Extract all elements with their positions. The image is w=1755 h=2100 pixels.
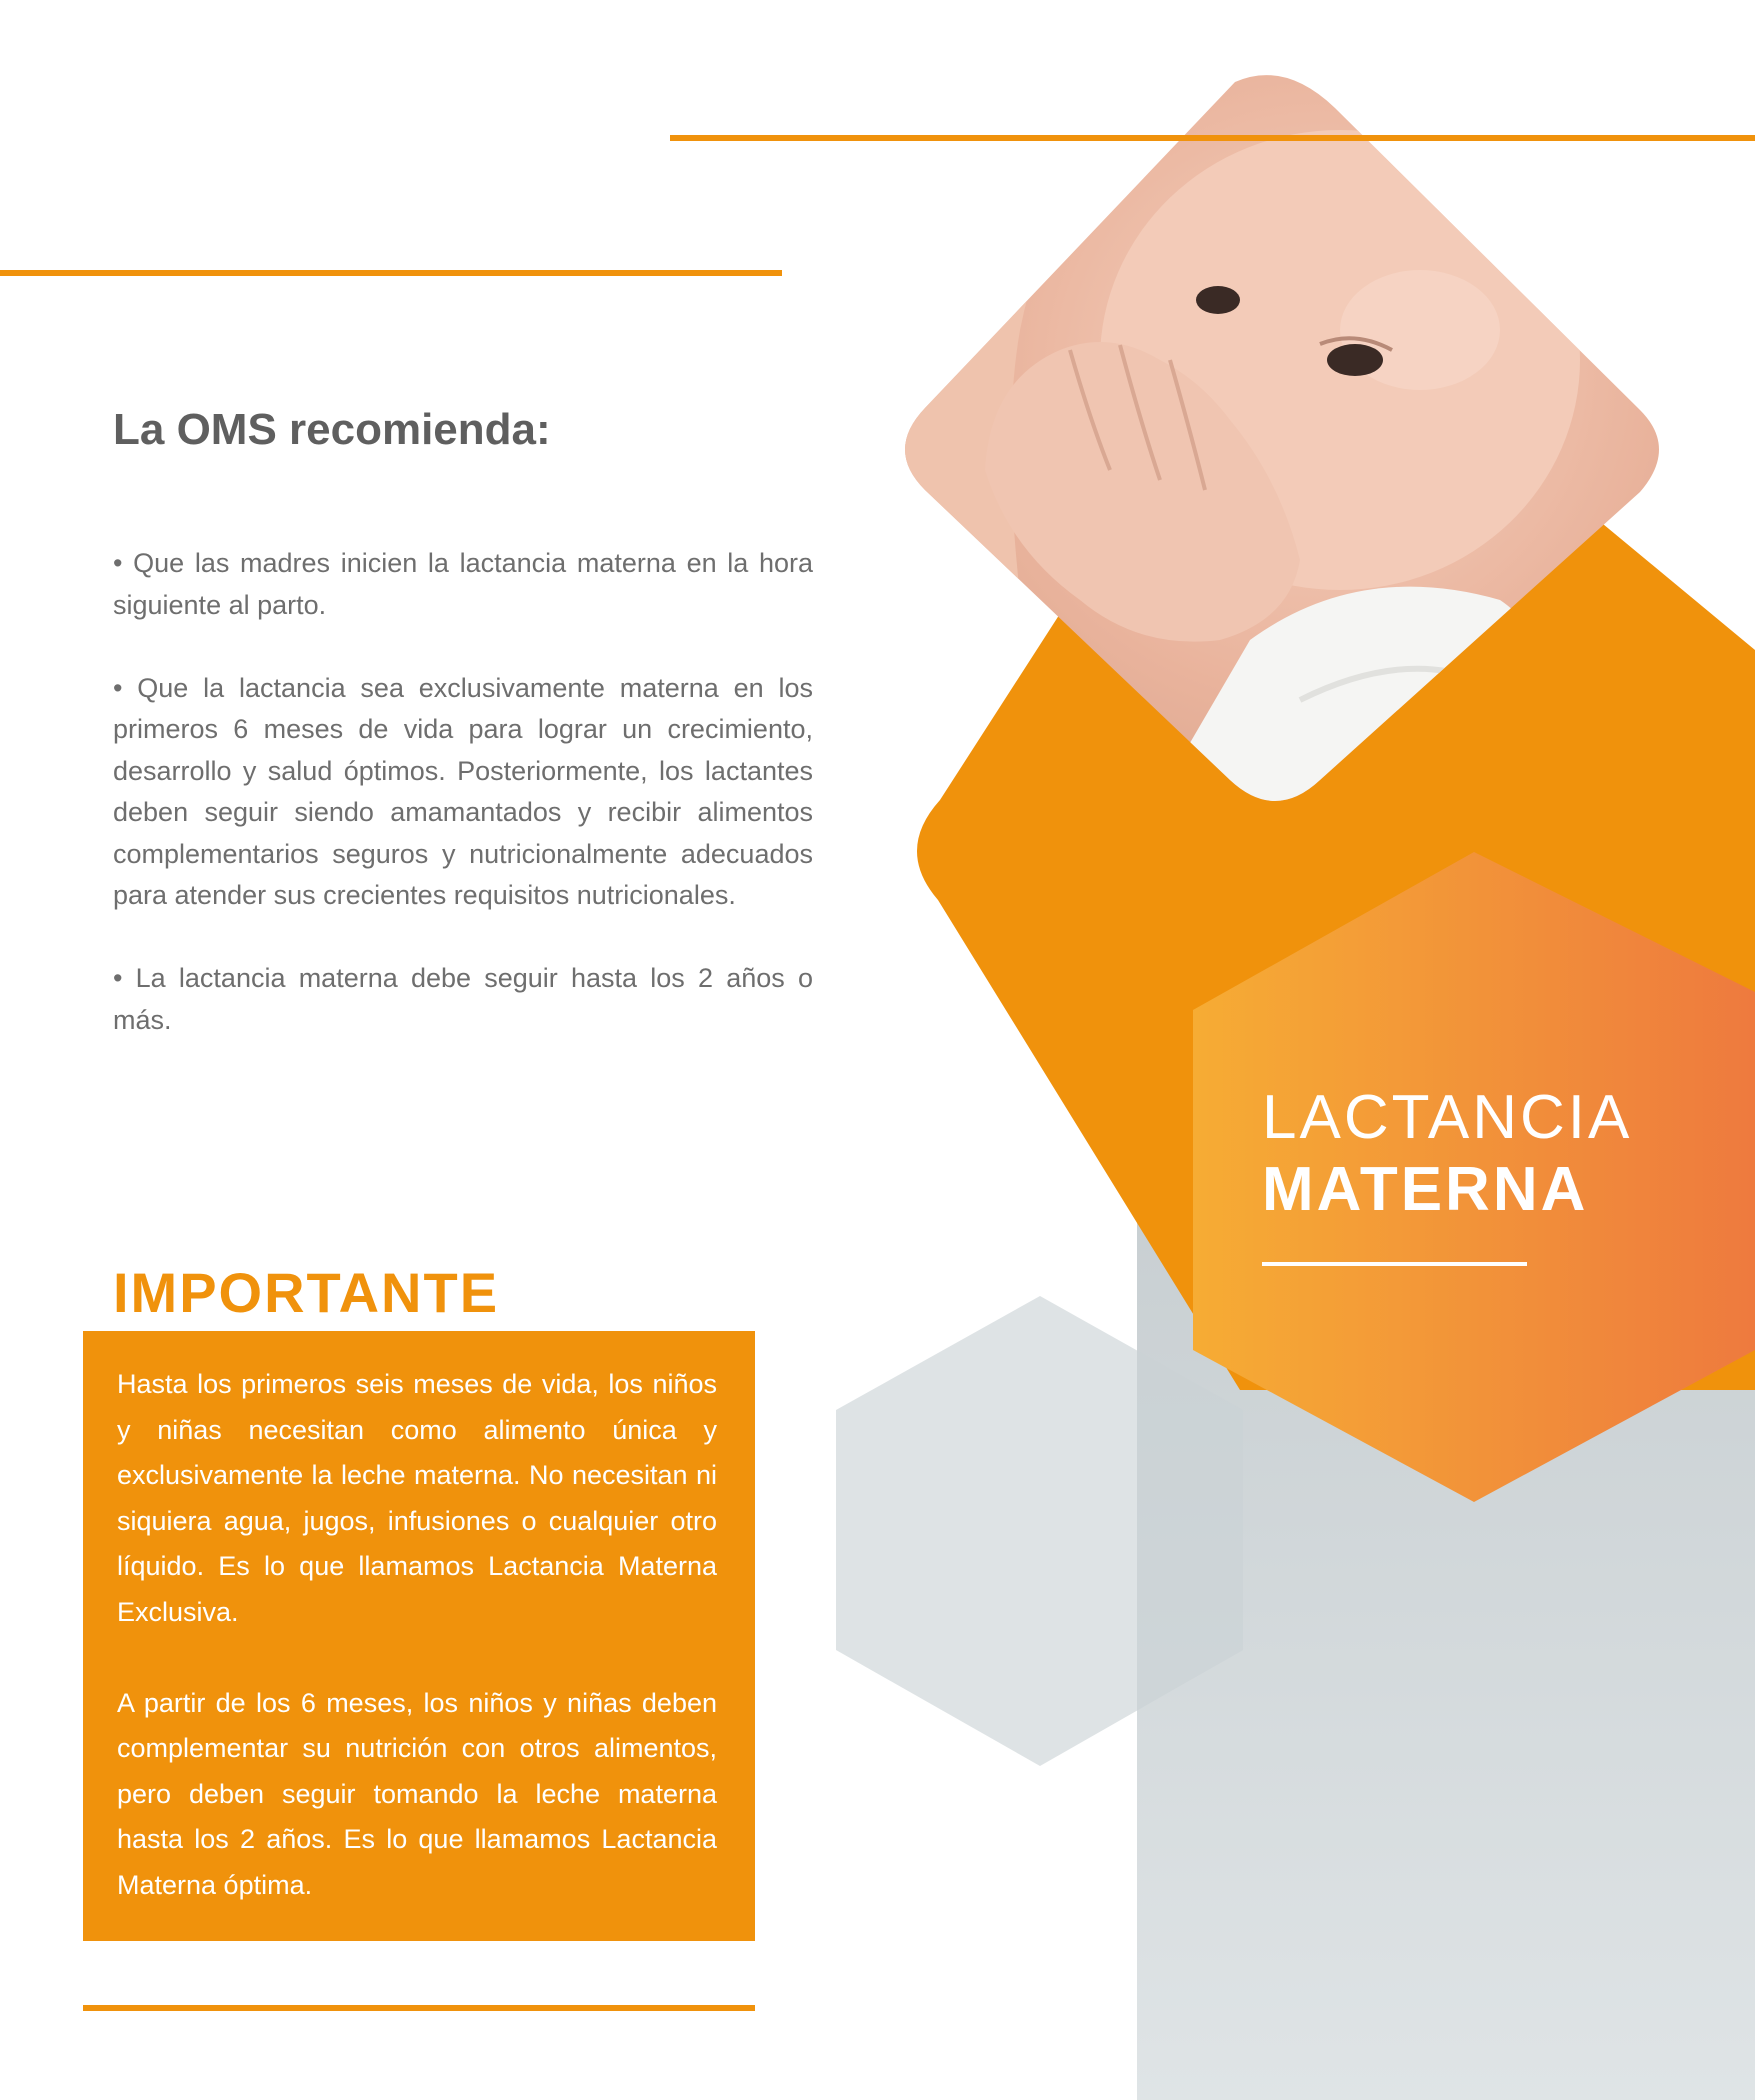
title-underline: [1262, 1262, 1527, 1266]
recommendation-list: [113, 543, 813, 1083]
recommendation-item: • Que la lactancia sea exclusivamente materna en los primeros 6 meses de vida para lograr un crecimiento, desarrollo y salud óptimos. Posteriormente, los lactantes deben seguir siendo amamantados y recibir alimentos complementarios seguros y nutricionalmente adecuados para atender sus crecientes requisitos nutricionales.: [113, 672, 813, 910]
important-title: IMPORTANTE: [113, 1261, 500, 1324]
recommendation-item: • Que las madres inicien la lactancia materna en la hora siguiente al parto.: [113, 548, 813, 620]
oms-heading: La OMS recomienda:: [113, 405, 551, 454]
title-line-2: MATERNA: [1262, 1155, 1589, 1224]
document-title: [1262, 1082, 1632, 1226]
top-left-rule: [0, 270, 782, 276]
important-paragraph: A partir de los 6 meses, los niños y niñas deben complementar su nutrición con otros alimentos, pero deben seguir tomando la leche materna hasta los 2 años. Es lo que llamamos Lactancia Materna óptima.: [117, 1687, 717, 1900]
important-box: [83, 1331, 755, 1941]
bottom-left-rule: [83, 2005, 755, 2011]
important-paragraph: Hasta los primeros seis meses de vida, los niños y niñas necesitan como alimento única y exclusivamente la leche materna. No necesitan ni siquiera agua, jugos, infusiones o cualquier otro líquido. Es lo que llamamos Lactancia Materna Exclusiva.: [117, 1369, 717, 1627]
top-right-rule: [670, 135, 1755, 141]
recommendation-item: • La lactancia materna debe seguir hasta los 2 años o más.: [113, 963, 813, 1035]
title-line-1: LACTANCIA: [1262, 1083, 1633, 1152]
